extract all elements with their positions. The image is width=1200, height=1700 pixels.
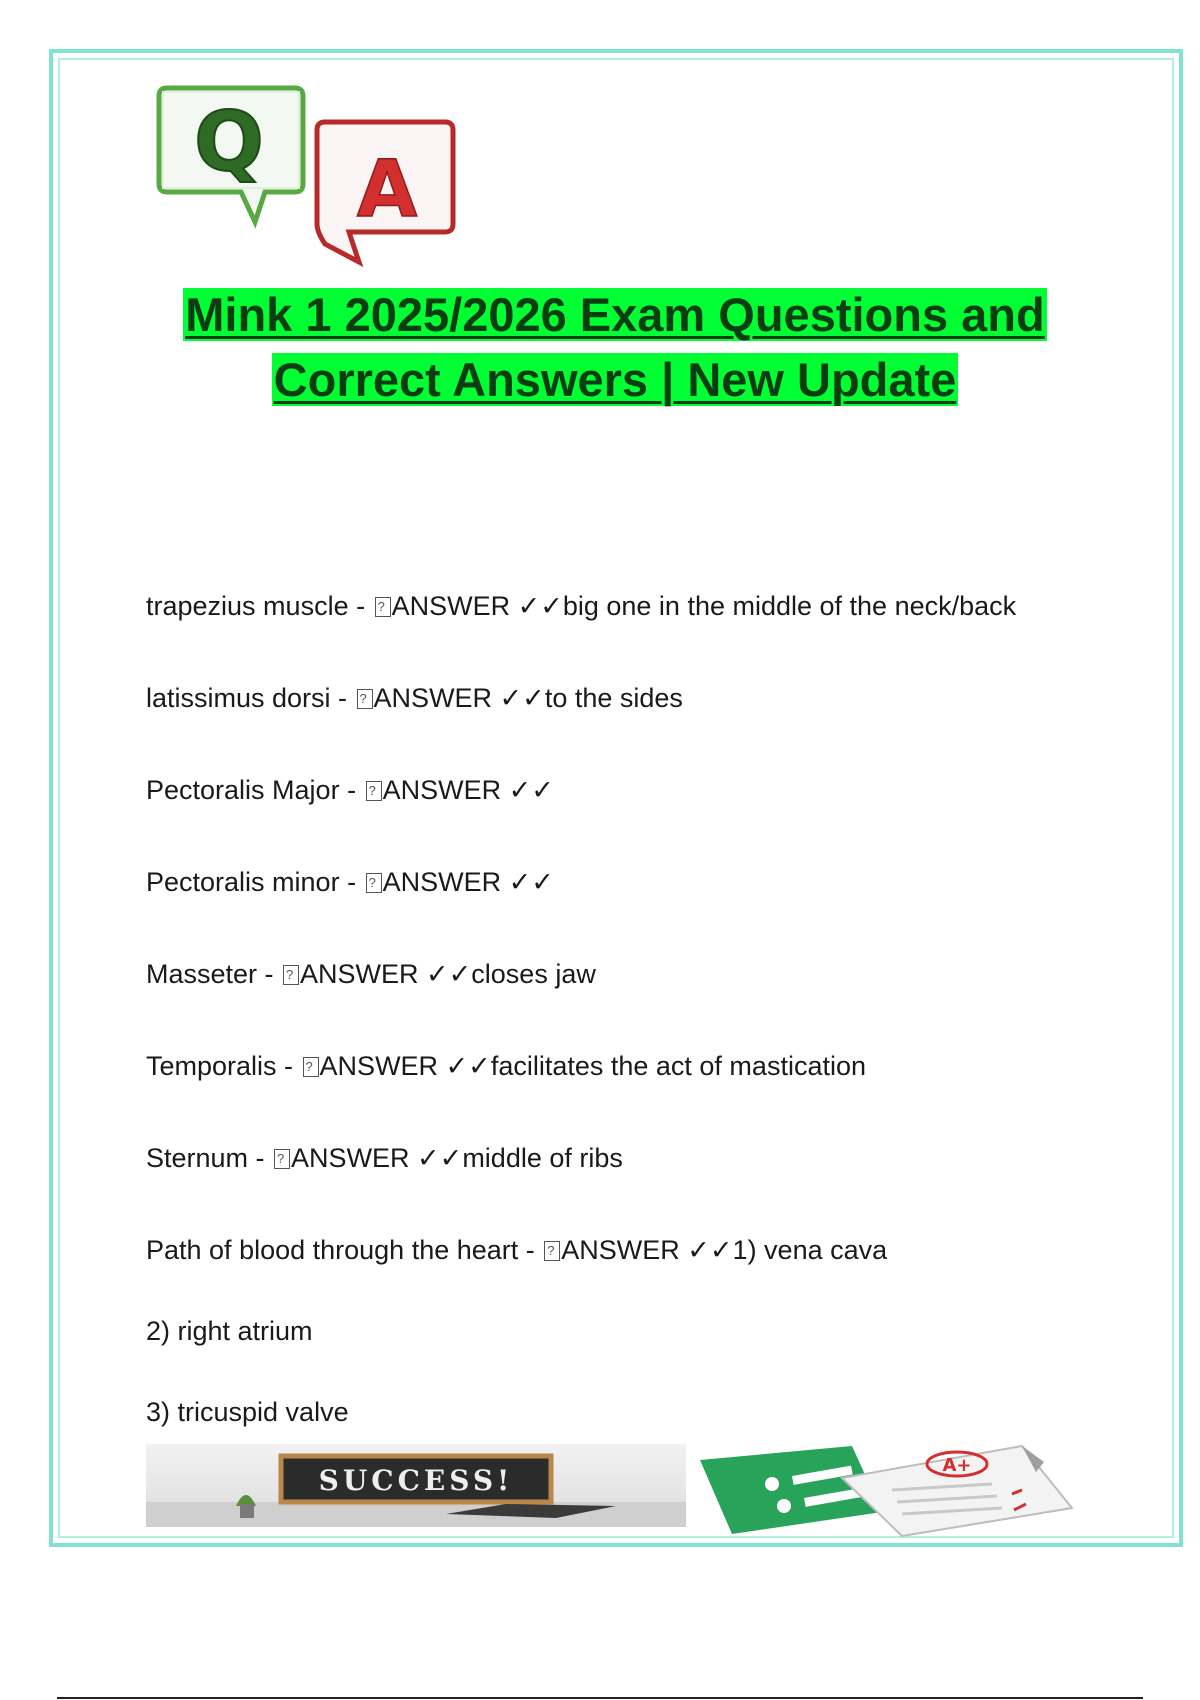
missing-glyph-icon xyxy=(283,965,299,985)
qa-item xyxy=(146,684,1156,776)
qa-item xyxy=(146,1236,1156,1317)
qa-answer: closes jaw xyxy=(471,959,596,989)
qa-item xyxy=(146,1052,1156,1144)
qa-answer: middle of ribs xyxy=(462,1143,623,1173)
qa-term: Pectoralis minor - xyxy=(146,867,364,897)
qa-answer: to the sides xyxy=(544,683,683,713)
title-line-1: Mink 1 2025/2026 Exam Questions and xyxy=(185,288,1045,341)
qa-term: Pectoralis Major - xyxy=(146,775,364,805)
success-text: SUCCESS! xyxy=(318,1464,514,1497)
page-bottom-rule xyxy=(57,1697,1143,1699)
grade-text: A+ xyxy=(942,1455,972,1476)
missing-glyph-icon xyxy=(366,781,382,801)
missing-glyph-icon xyxy=(274,1149,290,1169)
document-title xyxy=(60,282,1170,412)
qa-item xyxy=(146,868,1156,960)
qa-term: Temporalis - xyxy=(146,1051,301,1081)
qa-answer-label: ANSWER ✓✓ xyxy=(300,959,472,989)
qa-answer-label: ANSWER ✓✓ xyxy=(319,1051,491,1081)
qa-continuation-line: 3) tricuspid valve xyxy=(146,1397,349,1427)
qa-term: Path of blood through the heart - xyxy=(146,1235,543,1265)
missing-glyph-icon xyxy=(366,873,382,893)
qa-item xyxy=(146,960,1156,1052)
q-letter: Q xyxy=(194,95,264,190)
a-letter: A xyxy=(356,145,418,235)
qa-answer: 1) vena cava xyxy=(732,1235,888,1265)
qa-answer-label: ANSWER ✓✓ xyxy=(291,1143,463,1173)
qa-item xyxy=(146,592,1156,684)
qa-term: Sternum - xyxy=(146,1143,273,1173)
qa-list xyxy=(146,592,1156,1479)
qa-continuation-line: 2) right atrium xyxy=(146,1316,313,1346)
qa-term: latissimus dorsi - xyxy=(146,683,355,713)
qa-item xyxy=(146,776,1156,868)
qa-answer: big one in the middle of the neck/back xyxy=(562,591,1017,621)
qa-answer-label: ANSWER ✓✓ xyxy=(391,591,563,621)
missing-glyph-icon xyxy=(303,1057,319,1077)
qa-item xyxy=(146,1144,1156,1236)
qa-answer: facilitates the act of mastication xyxy=(490,1051,866,1081)
qa-answer-label: ANSWER ✓✓ xyxy=(382,867,554,897)
qa-term: trapezius muscle - xyxy=(146,591,373,621)
qa-term: Masseter - xyxy=(146,959,282,989)
missing-glyph-icon xyxy=(357,689,373,709)
qa-answer-label: ANSWER ✓✓ xyxy=(561,1235,733,1265)
missing-glyph-icon xyxy=(375,597,391,617)
missing-glyph-icon xyxy=(544,1241,560,1261)
qa-logo-icon xyxy=(145,82,485,282)
qa-answer-label: ANSWER ✓✓ xyxy=(382,775,554,805)
grade-paper-icon xyxy=(692,1438,1082,1538)
success-banner-image xyxy=(146,1444,686,1527)
qa-answer-label: ANSWER ✓✓ xyxy=(373,683,545,713)
title-line-2: Correct Answers | New Update xyxy=(273,353,957,406)
